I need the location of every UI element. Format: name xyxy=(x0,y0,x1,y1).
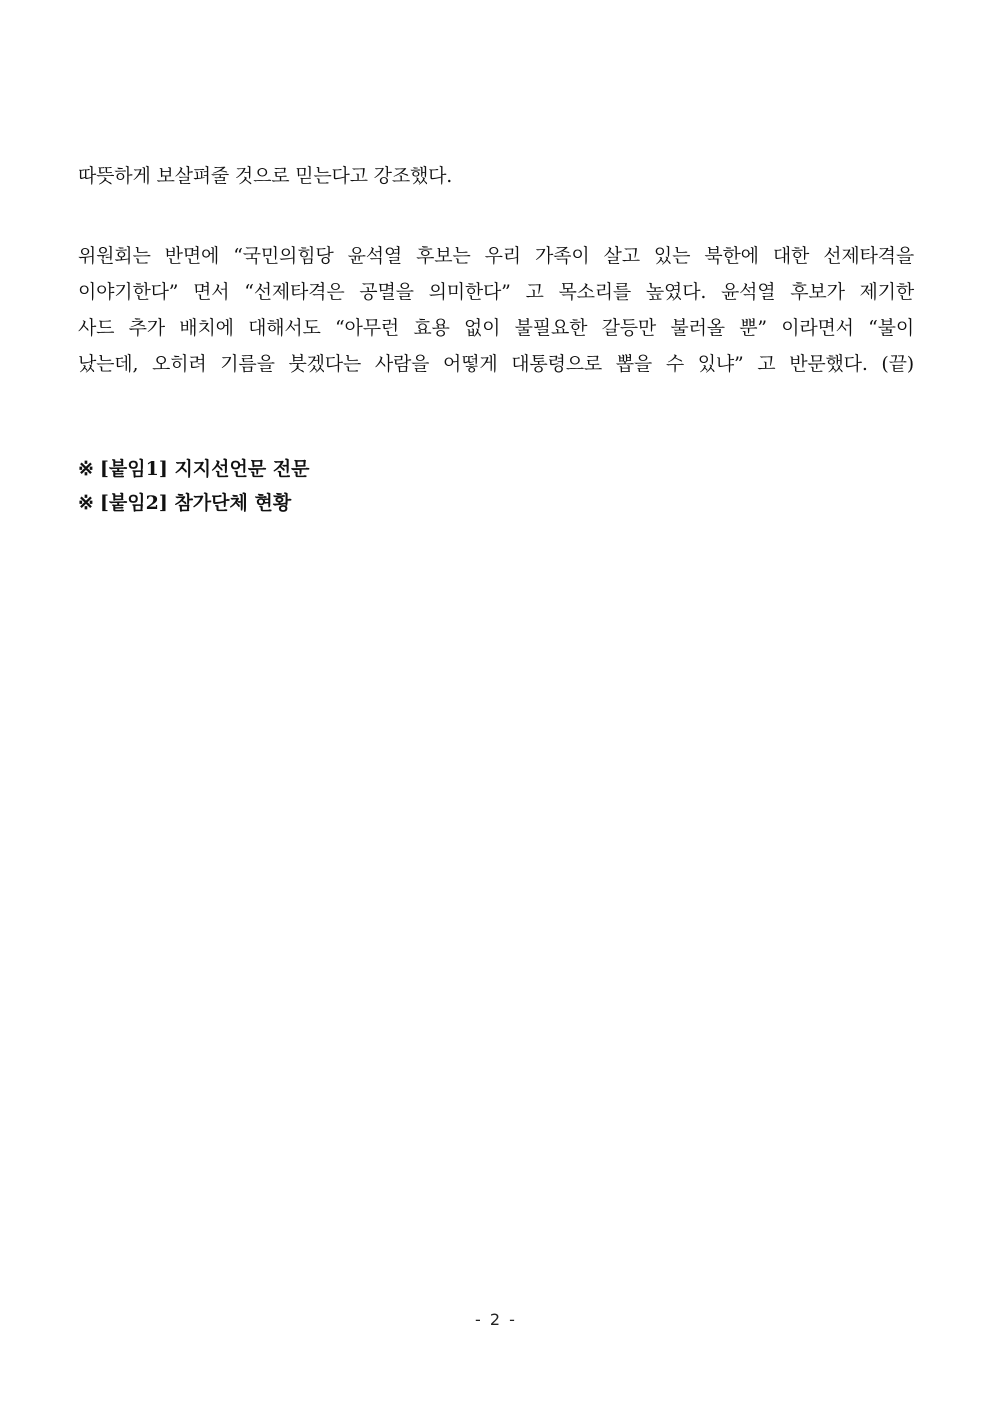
attachment-item xyxy=(78,452,914,486)
paragraph-closing-sentence xyxy=(78,158,914,194)
paragraph-line: 따뜻하게 보살펴줄 것으로 믿는다고 강조했다. xyxy=(78,165,453,187)
attachment-item xyxy=(78,486,914,520)
paragraph-line: 사드 추가 배치에 대해서도 “아무런 효용 없이 불필요한 갈등만 불러올 뿐” 이라면서 “불이 xyxy=(78,317,914,339)
paragraph-line: 이야기한다” 면서 “선제타격은 공멸을 의미한다” 고 목소리를 높였다. 윤석열 후보가 제기한 xyxy=(78,281,914,303)
paragraph-committee-statement xyxy=(78,238,914,382)
paragraph-line: 위원회는 반면에 “국민의힘당 윤석열 후보는 우리 가족이 살고 있는 북한에 대한 선제타격을 xyxy=(78,245,914,267)
attachment-list xyxy=(78,452,914,520)
reference-mark: ※ xyxy=(78,458,94,480)
paragraph-line: 났는데, 오히려 기름을 붓겠다는 사람을 어떻게 대통령으로 뽑을 수 있냐” 고 반문했다. (끝) xyxy=(78,353,914,375)
attachment-label: [붙임2] 참가단체 현황 xyxy=(99,492,292,514)
page-number: - 2 - xyxy=(475,1310,517,1329)
attachment-label: [붙임1] 지지선언문 전문 xyxy=(99,458,310,480)
reference-mark: ※ xyxy=(78,492,94,514)
